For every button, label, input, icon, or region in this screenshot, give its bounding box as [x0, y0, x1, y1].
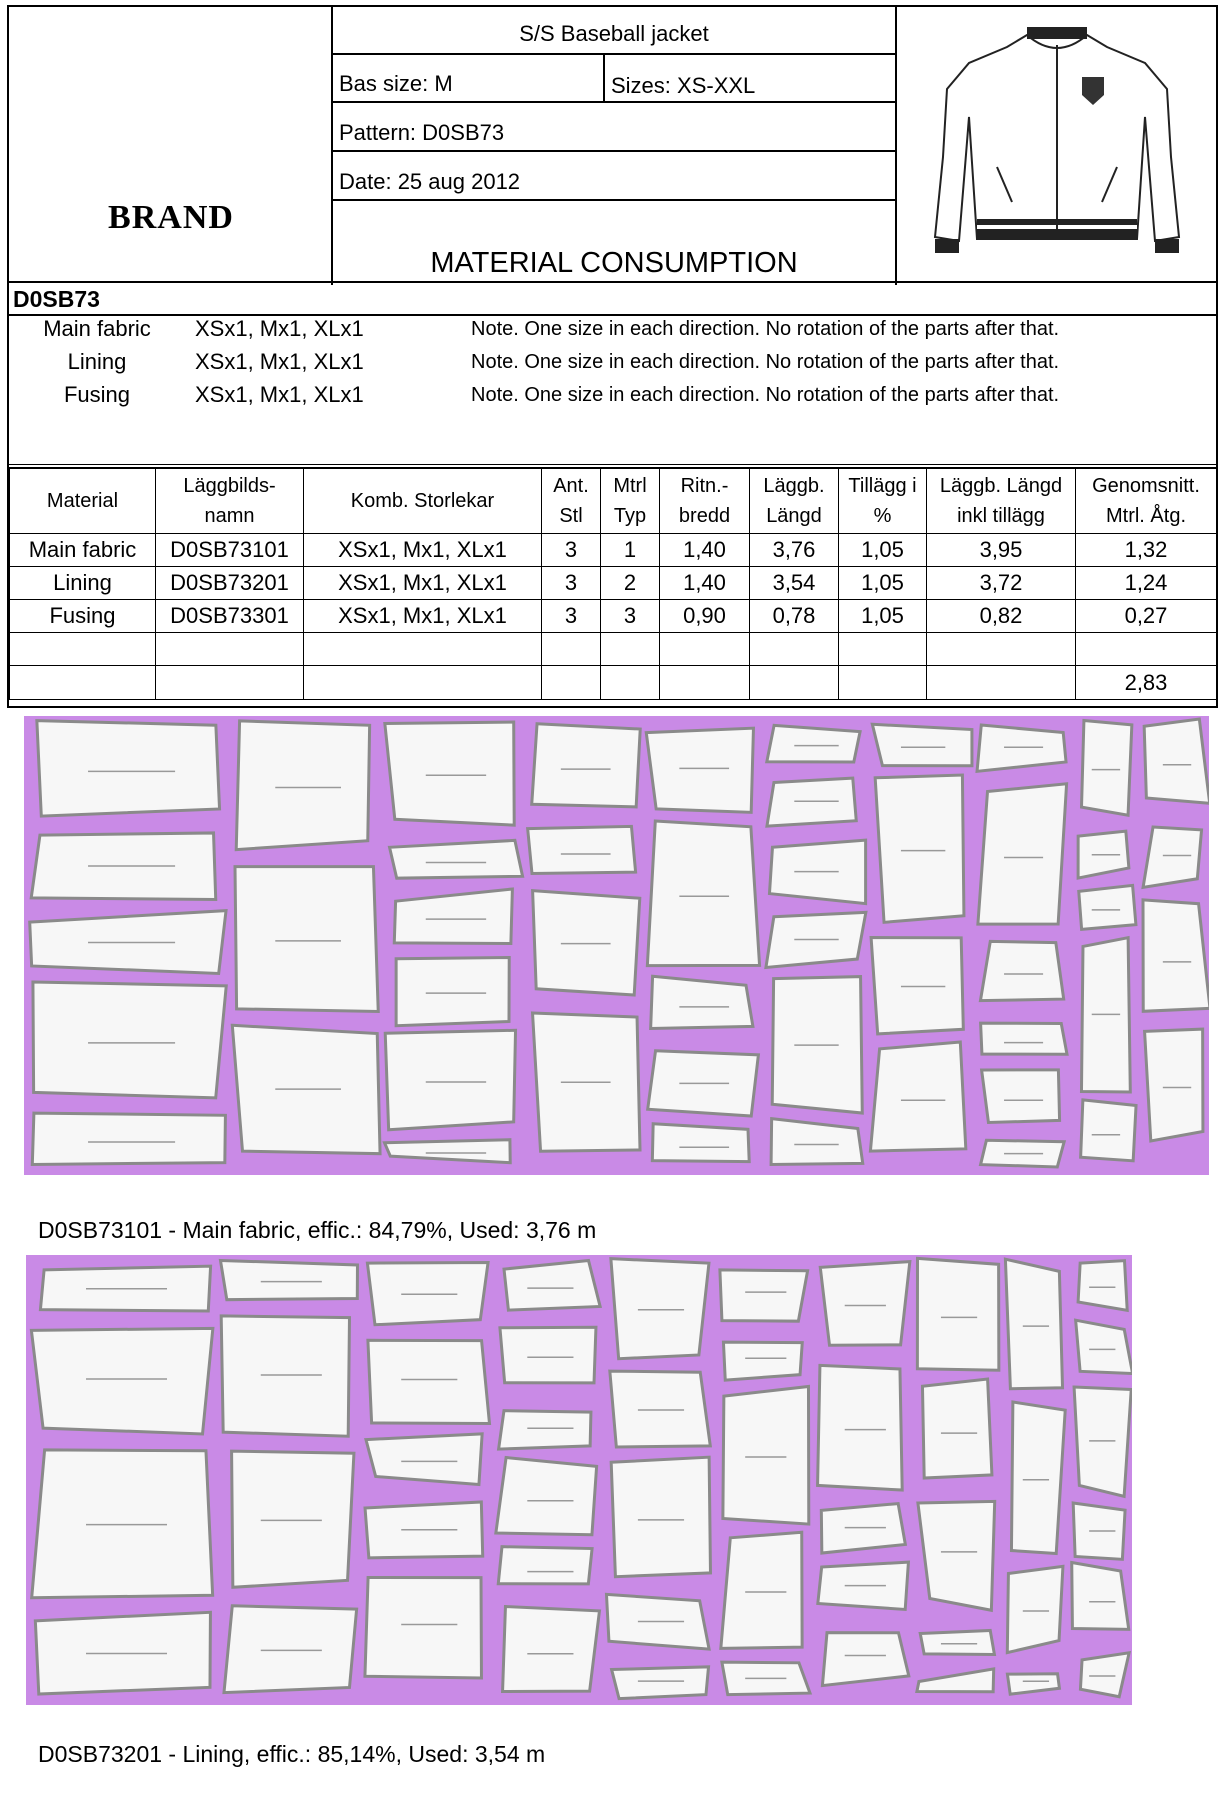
cell: D0SB73201 [156, 567, 304, 600]
size-summary [7, 316, 1218, 468]
summary-row [9, 382, 1216, 415]
cell: D0SB73101 [156, 534, 304, 567]
pattern-piece [1005, 1259, 1062, 1389]
date-row [333, 152, 895, 201]
pattern-piece [1007, 1566, 1063, 1652]
summary-material: Lining [67, 349, 127, 374]
pattern-piece [235, 867, 378, 1012]
date: Date: 25 aug 2012 [339, 169, 521, 194]
pattern-piece [822, 1633, 908, 1686]
title-row [333, 7, 895, 55]
table-row [10, 534, 1217, 567]
pattern-piece [723, 1386, 809, 1524]
col-header: Ritn.- bredd [660, 469, 750, 534]
section-title: MATERIAL CONSUMPTION [430, 247, 798, 279]
pattern-piece [980, 941, 1063, 1000]
lining-marker-layout [26, 1255, 1132, 1705]
pattern-piece [496, 1458, 597, 1535]
pattern-piece [981, 1023, 1067, 1054]
pattern-number: Pattern: D0SB73 [339, 120, 505, 145]
col-header: Ant. Stl [542, 469, 601, 534]
pattern-piece [37, 721, 220, 816]
pattern-piece [720, 1270, 808, 1321]
style-code: D0SB73 [13, 286, 100, 312]
pattern-piece [647, 821, 759, 966]
total-consumption: 2,83 [1076, 666, 1217, 700]
pattern-piece [820, 1262, 910, 1346]
cell: 1,32 [1076, 534, 1217, 567]
table-row [10, 567, 1217, 600]
col-header: Läggb. Längd inkl tillägg [927, 469, 1076, 534]
pattern-piece [385, 1030, 515, 1129]
cell: 0,90 [660, 600, 750, 633]
pattern-piece [221, 1316, 349, 1436]
style-code-bar [7, 283, 1218, 316]
pattern-piece [528, 826, 636, 873]
cell: 1,05 [839, 534, 927, 567]
pattern-piece [220, 1260, 357, 1299]
table-row [10, 600, 1217, 633]
cell: Lining [10, 567, 156, 600]
header-block [7, 5, 1218, 283]
col-header: Läggb. Längd [750, 469, 839, 534]
pattern-piece [977, 725, 1066, 771]
pattern-piece [31, 1328, 212, 1434]
pattern-piece [917, 1258, 998, 1370]
size-divider [603, 55, 756, 103]
consumption-table [9, 468, 1217, 700]
cell: 3,54 [750, 567, 839, 600]
cell: 3,76 [750, 534, 839, 567]
summary-note: Note. One size in each direction. No rotation of the parts after that. [471, 384, 1060, 406]
summary-sizes: XSx1, Mx1, XLx1 [195, 382, 364, 407]
pattern-piece [1143, 900, 1209, 1011]
marker-caption: D0SB73101 - Main fabric, effic.: 84,79%, Used: 3,76 m [38, 1217, 597, 1243]
pattern-piece [1076, 1320, 1132, 1373]
cell: 1,24 [1076, 567, 1217, 600]
cell: 3,72 [927, 567, 1076, 600]
pattern-piece [503, 1607, 600, 1692]
table-row-empty [10, 633, 1217, 666]
marker-caption: D0SB73201 - Lining, effic.: 85,14%, Used: 3,54 m [38, 1741, 546, 1767]
pattern-piece [1080, 1653, 1129, 1697]
jacket-sketch-icon [897, 7, 1217, 285]
pattern-piece [818, 1365, 903, 1490]
pattern-piece [872, 724, 972, 765]
pattern-piece [922, 1379, 991, 1478]
pattern-piece [978, 784, 1067, 924]
pattern-piece [499, 1411, 591, 1449]
pattern-row [333, 103, 895, 152]
pattern-piece [723, 1342, 802, 1380]
cell: XSx1, Mx1, XLx1 [304, 567, 542, 600]
pattern-piece [1011, 1402, 1065, 1553]
main-fabric-marker-layout [24, 716, 1209, 1175]
summary-material: Fusing [63, 382, 131, 407]
col-header: Mtrl Typ [601, 469, 660, 534]
cell: 3 [542, 600, 601, 633]
pattern-piece [368, 1340, 490, 1423]
cell: 1,40 [660, 534, 750, 567]
pattern-piece [611, 1259, 709, 1359]
cell: D0SB73301 [156, 600, 304, 633]
pattern-piece [612, 1667, 709, 1699]
pattern-piece [870, 1042, 965, 1151]
summary-row [9, 316, 1216, 349]
pattern-piece [500, 1327, 596, 1383]
pattern-piece [1144, 719, 1209, 803]
pattern-piece [611, 1457, 710, 1577]
pattern-piece [390, 840, 523, 878]
pattern-piece [533, 891, 640, 995]
pattern-piece [32, 1450, 213, 1598]
cell: 3,95 [927, 534, 1076, 567]
cell: 2 [601, 567, 660, 600]
bas-size: Bas size: M [339, 71, 453, 96]
pattern-piece [1081, 1100, 1136, 1161]
cell: 0,27 [1076, 600, 1217, 633]
brand-cell [9, 7, 333, 285]
pattern-piece [871, 938, 963, 1034]
pattern-piece [224, 1606, 357, 1693]
summary-note: Note. One size in each direction. No rotation of the parts after that. [471, 351, 1060, 373]
cell: 3 [601, 600, 660, 633]
pattern-piece [1072, 1562, 1129, 1629]
cell: 1 [601, 534, 660, 567]
pattern-piece [1082, 720, 1132, 815]
pattern-piece [721, 1532, 802, 1648]
pattern-piece [532, 724, 640, 807]
col-header: Tillägg i % [839, 469, 927, 534]
col-header: Material [10, 469, 156, 534]
col-header: Genomsnitt. Mtrl. Åtg. [1076, 469, 1217, 534]
cell: Main fabric [10, 534, 156, 567]
pattern-piece [385, 722, 514, 825]
pattern-piece [1143, 827, 1201, 887]
pattern-piece [33, 982, 226, 1098]
pattern-piece [365, 1577, 482, 1678]
pattern-piece [32, 1113, 225, 1164]
info-cell [333, 7, 897, 285]
size-row [333, 55, 895, 103]
col-header: Läggbilds- namn [156, 469, 304, 534]
pattern-piece [1078, 1261, 1127, 1311]
pattern-piece [1145, 1029, 1203, 1141]
col-header: Komb. Storlekar [304, 469, 542, 534]
pattern-piece [236, 721, 369, 850]
consumption-table-block [7, 464, 1218, 708]
summary-note: Note. One size in each direction. No rotation of the parts after that. [471, 318, 1060, 340]
pattern-piece [498, 1547, 592, 1584]
table-header-row [10, 469, 1217, 534]
cell: 3 [542, 534, 601, 567]
pattern-piece [652, 1124, 749, 1162]
pattern-piece [767, 725, 860, 762]
summary-material: Main fabric [43, 316, 151, 341]
pattern-piece [646, 728, 753, 812]
pattern-piece [504, 1261, 600, 1311]
cell: 1,40 [660, 567, 750, 600]
pattern-piece [920, 1630, 994, 1654]
cell: 0,82 [927, 600, 1076, 633]
summary-sizes: XSx1, Mx1, XLx1 [195, 316, 364, 341]
cell: 0,78 [750, 600, 839, 633]
pattern-piece [875, 775, 964, 922]
size-range: Sizes: XS-XXL [611, 73, 756, 98]
cell: 1,05 [839, 567, 927, 600]
cell: 3 [542, 567, 601, 600]
cell: XSx1, Mx1, XLx1 [304, 600, 542, 633]
pattern-piece [1079, 885, 1136, 929]
cell: Fusing [10, 600, 156, 633]
pattern-piece [232, 1451, 354, 1587]
brand-name: BRAND [108, 199, 234, 236]
summary-row [9, 349, 1216, 382]
cell: XSx1, Mx1, XLx1 [304, 534, 542, 567]
pattern-piece [982, 1070, 1060, 1123]
pattern-piece [918, 1501, 995, 1610]
pattern-piece [610, 1371, 710, 1447]
cell: 1,05 [839, 600, 927, 633]
pattern-piece [396, 957, 509, 1025]
table-total-row [10, 666, 1217, 700]
summary-sizes: XSx1, Mx1, XLx1 [195, 349, 364, 374]
pattern-piece [767, 778, 856, 826]
pattern-piece [651, 976, 753, 1028]
pattern-piece [1074, 1387, 1131, 1496]
pattern-piece [366, 1434, 482, 1485]
garment-title: S/S Baseball jacket [519, 21, 709, 46]
